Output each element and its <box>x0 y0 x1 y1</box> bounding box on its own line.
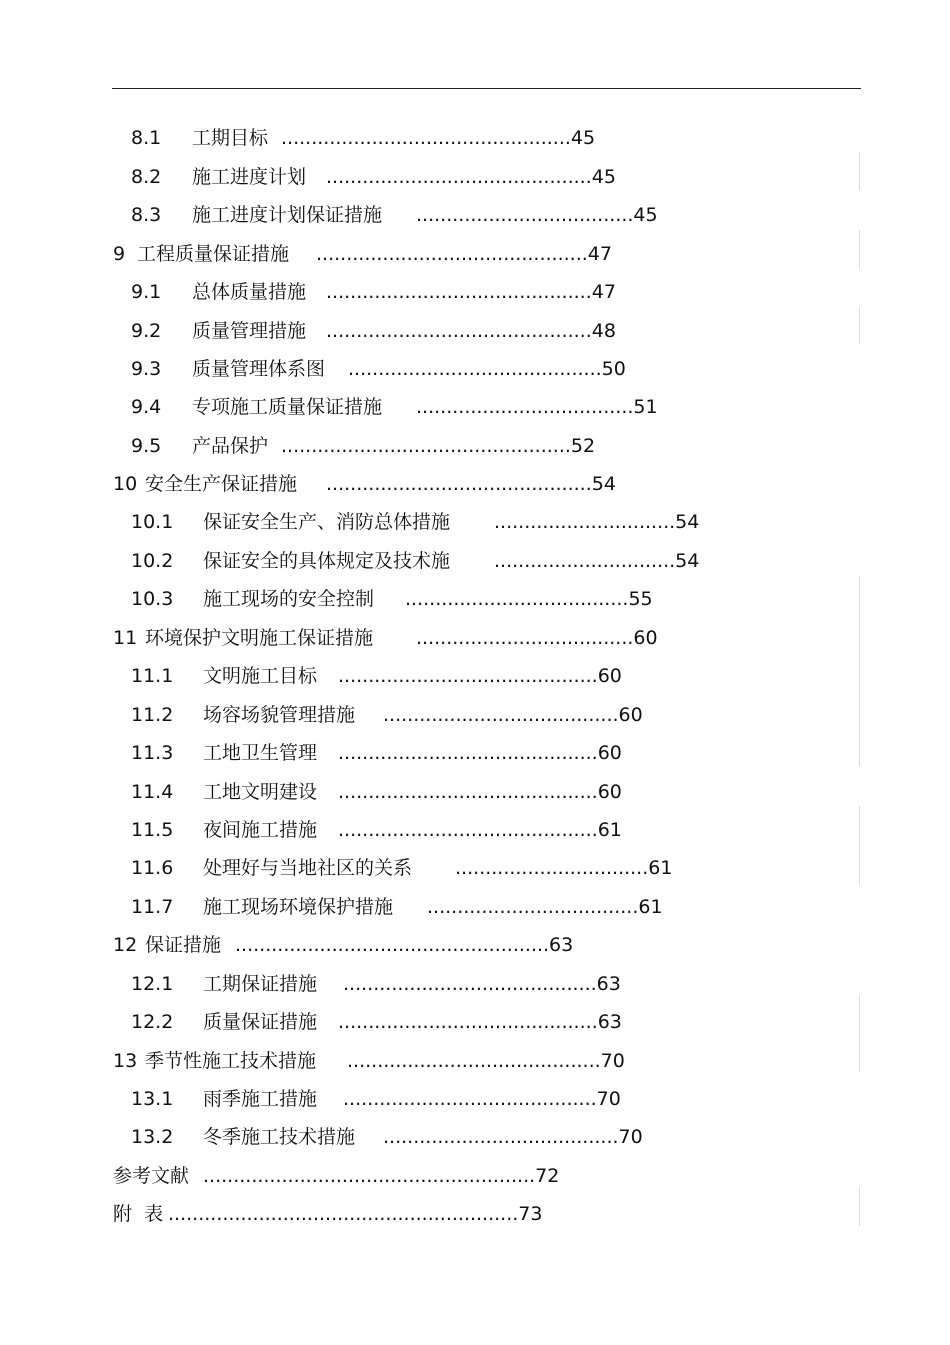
toc-entry-number: 12 <box>113 934 138 956</box>
toc-entry-title: 施工现场的安全控制 <box>203 588 375 610</box>
toc-entry-page: .............................................47 <box>316 243 612 265</box>
toc-entry-title: 保证安全的具体规定及技术施 <box>203 550 451 572</box>
toc-entry-page: ...........................................60 <box>338 742 622 764</box>
margin-mark <box>859 576 860 766</box>
toc-entry-page: .......................................70 <box>383 1126 643 1148</box>
toc-entry-number: 11.5 <box>131 819 174 841</box>
toc-entry-number: 12.1 <box>131 973 174 995</box>
toc-entry-page: ...................................61 <box>427 896 663 918</box>
toc-entry-page: ...........................................60 <box>338 781 622 803</box>
toc-entry-title: 季节性施工技术措施 <box>145 1050 317 1072</box>
toc-entry-title: 雨季施工措施 <box>203 1088 318 1110</box>
toc-entry-number: 9.1 <box>131 281 162 303</box>
toc-entry-number: 10.1 <box>131 511 174 533</box>
toc-entry-page: ..........................................63 <box>343 973 621 995</box>
toc-entry-page: ...........................................60 <box>338 665 622 687</box>
toc-entry-title: 质量管理措施 <box>192 320 307 342</box>
toc-entry-page: ..........................................70 <box>347 1050 625 1072</box>
toc-entry-page: ............................................47 <box>326 281 616 303</box>
toc-entry-title: 施工进度计划 <box>192 166 307 188</box>
toc-entry-title: 专项施工质量保证措施 <box>192 396 383 418</box>
toc-entry-page: ...........................................61 <box>338 819 622 841</box>
toc-entry-page: ..........................................50 <box>348 358 626 380</box>
toc-entry-number: 10.2 <box>131 550 174 572</box>
toc-entry-title: 工期目标 <box>192 127 269 149</box>
toc-entry-title: 场容场貌管理措施 <box>203 704 356 726</box>
toc-entry-title: 文明施工目标 <box>203 665 318 687</box>
toc-entry-page: ....................................................63 <box>235 934 574 956</box>
toc-entry-page: .....................................55 <box>405 588 653 610</box>
toc-entry-page: .......................................................72 <box>203 1165 560 1187</box>
toc-entry-number: 8.3 <box>131 204 162 226</box>
toc-entry-title: 总体质量措施 <box>192 281 307 303</box>
toc-entry-title: 保证措施 <box>145 934 222 956</box>
margin-mark <box>859 996 860 1072</box>
toc-entry-page: ..............................54 <box>494 511 700 533</box>
toc-entry-page: ..........................................................73 <box>168 1203 543 1225</box>
toc-entry-title: 工地卫生管理 <box>203 742 318 764</box>
toc-entry-title: 质量保证措施 <box>203 1011 318 1033</box>
margin-mark <box>859 152 860 190</box>
toc-entry-page: ....................................60 <box>416 627 658 649</box>
toc-entry-page: ...........................................63 <box>338 1011 622 1033</box>
margin-mark <box>859 230 860 268</box>
toc-entry-number: 9.4 <box>131 396 162 418</box>
margin-mark <box>859 308 860 344</box>
toc-entry-title: 工程质量保证措施 <box>137 243 290 265</box>
toc-entry-title: 环境保护文明施工保证措施 <box>145 627 374 649</box>
toc-entry-title: 工期保证措施 <box>203 973 318 995</box>
toc-entry-title: 保证安全生产、消防总体措施 <box>203 511 451 533</box>
toc-entry-number: 9 <box>113 243 126 265</box>
toc-entry-number: 9.5 <box>131 435 162 457</box>
toc-entry-page: ............................................45 <box>326 166 616 188</box>
toc-entry-title: 参考文献 <box>113 1165 190 1187</box>
toc-entry-page: ................................................45 <box>281 127 596 149</box>
toc-entry-page: ................................................52 <box>281 435 596 457</box>
toc-entry-number: 10.3 <box>131 588 174 610</box>
toc-entry-number: 11.4 <box>131 781 174 803</box>
toc-entry-number: 9.3 <box>131 358 162 380</box>
toc-entry-number: 10 <box>113 473 138 495</box>
toc-entry-title: 产品保护 <box>192 435 269 457</box>
toc-entry-page: ....................................51 <box>416 396 658 418</box>
toc-entry-number: 11 <box>113 627 138 649</box>
toc-entry-number: 13 <box>113 1050 138 1072</box>
toc-entry-title: 附 表 <box>113 1203 164 1225</box>
toc-entry-title: 质量管理体系图 <box>192 358 326 380</box>
toc-entry-number: 13.1 <box>131 1088 174 1110</box>
toc-entry-number: 11.2 <box>131 704 174 726</box>
toc-entry-number: 11.6 <box>131 857 174 879</box>
toc-entry-number: 11.1 <box>131 665 174 687</box>
toc-entry-number: 11.7 <box>131 896 174 918</box>
toc-entry-number: 9.2 <box>131 320 162 342</box>
toc-entry-title: 施工现场环境保护措施 <box>203 896 394 918</box>
toc-entry-title: 安全生产保证措施 <box>145 473 298 495</box>
toc-entry-title: 处理好与当地社区的关系 <box>203 857 413 879</box>
toc-entry-number: 8.2 <box>131 166 162 188</box>
toc-entry-title: 夜间施工措施 <box>203 819 318 841</box>
margin-mark <box>859 806 860 884</box>
toc-entry-page: ....................................45 <box>416 204 658 226</box>
toc-entry-number: 13.2 <box>131 1126 174 1148</box>
toc-entry-number: 12.2 <box>131 1011 174 1033</box>
toc-entry-page: ............................................54 <box>326 473 616 495</box>
toc-entry-number: 11.3 <box>131 742 174 764</box>
toc-entry-page: ..............................54 <box>494 550 700 572</box>
toc-entry-number: 8.1 <box>131 127 162 149</box>
margin-mark <box>859 1188 860 1226</box>
toc-entry-page: ................................61 <box>455 857 673 879</box>
toc-entry-title: 冬季施工技术措施 <box>203 1126 356 1148</box>
toc-entry-page: .......................................60 <box>383 704 643 726</box>
toc-entry-page: ..........................................70 <box>343 1088 621 1110</box>
toc-entry-title: 工地文明建设 <box>203 781 318 803</box>
toc-entry-title: 施工进度计划保证措施 <box>192 204 383 226</box>
toc-entry-page: ............................................48 <box>326 320 616 342</box>
